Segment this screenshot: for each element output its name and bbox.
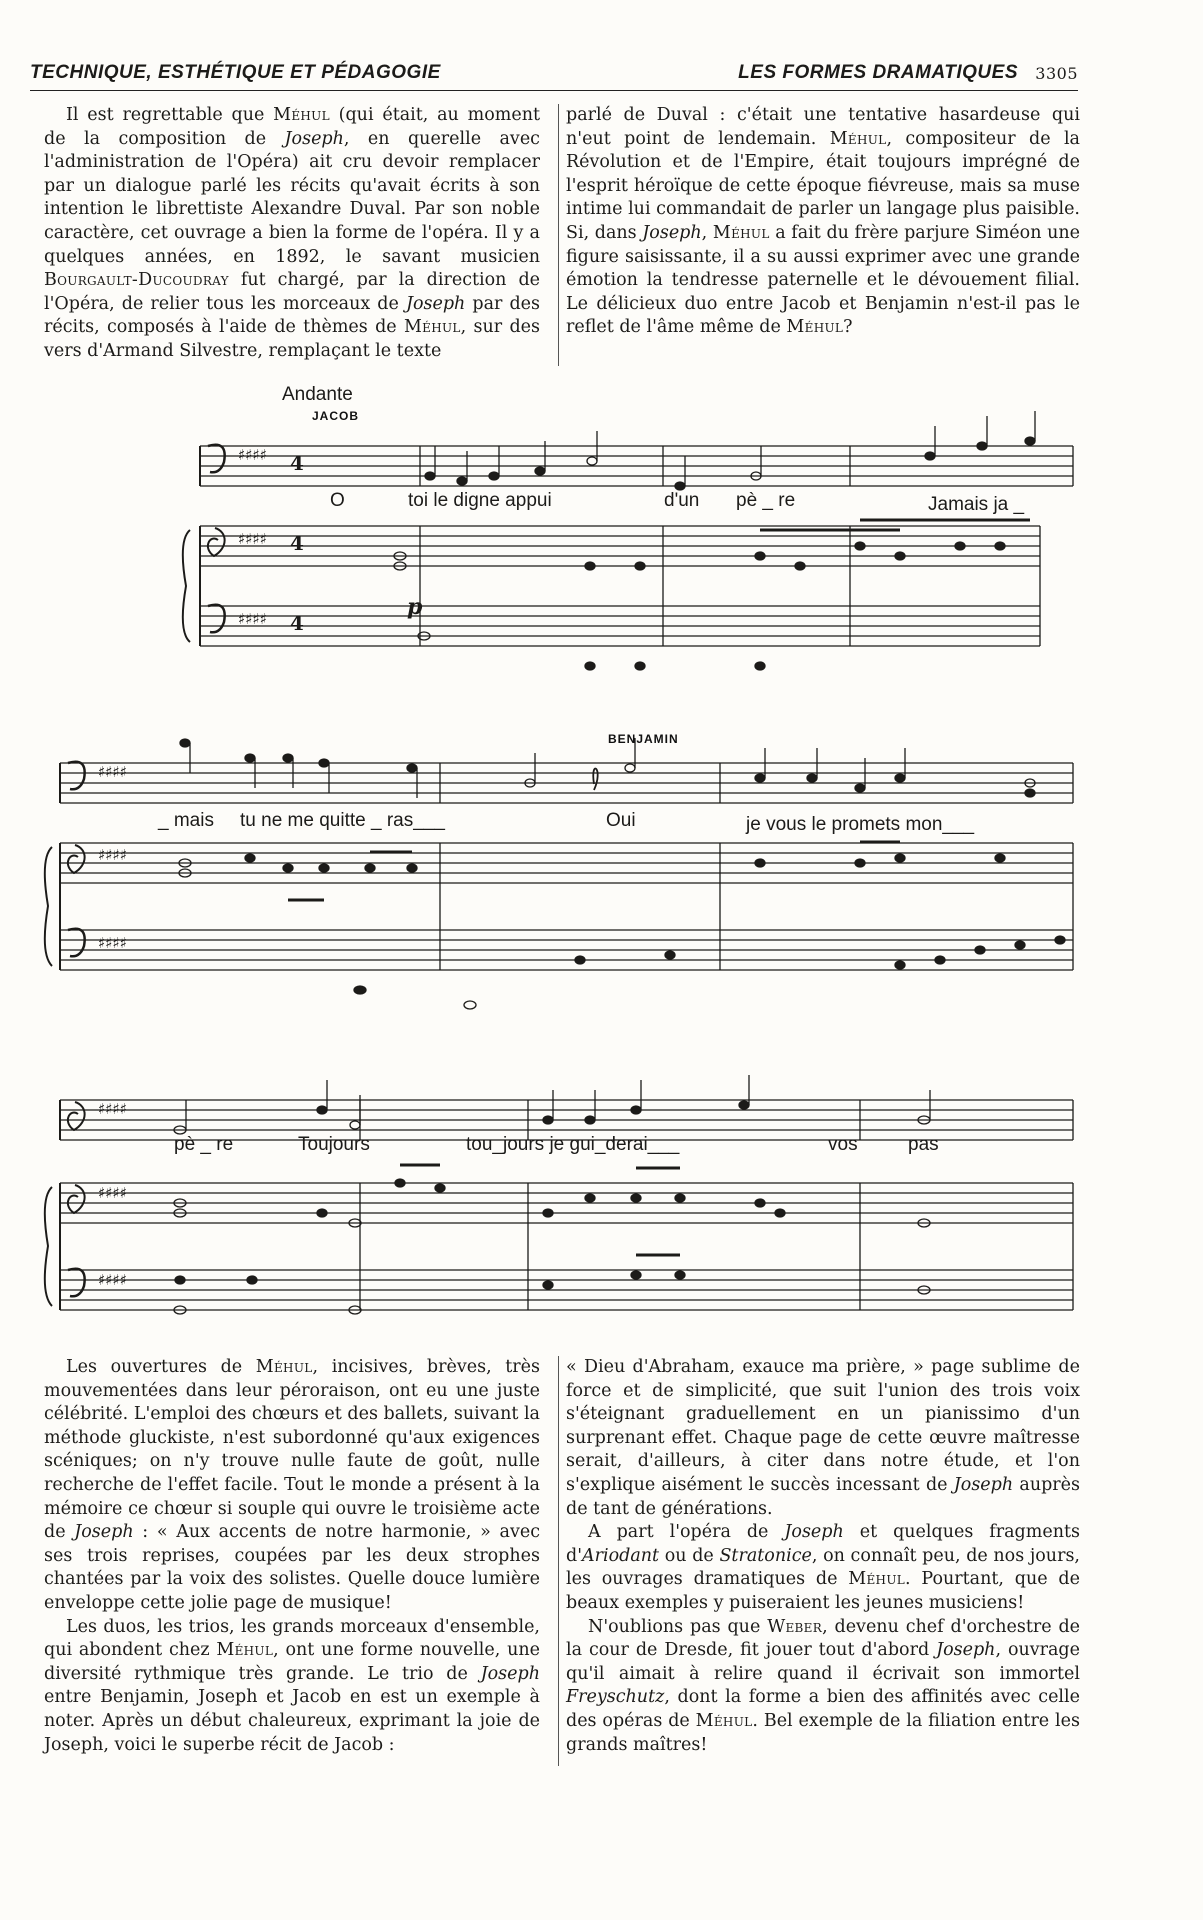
lyric: pas (908, 1134, 939, 1155)
svg-text:4: 4 (290, 531, 304, 555)
dynamic-marking: p (407, 594, 423, 620)
paragraph: N'oublions pas que Weber, devenu chef d'orchestre de la cour de Dresde, fit jouer tout d'abord Joseph, ouvrage qu'il aimait à relire quand il écrivait son immortel Freyschutz, dont la forme a bien des affinités avec celle des opéras de Méhul. Bel exemple de la filiation entre les grands maîtres! (566, 1616, 1081, 1755)
system-2 (45, 762, 1073, 970)
system-2-lyrics (157, 810, 975, 835)
lyric: toi le digne appui (408, 490, 552, 511)
svg-text:♯♯♯♯: ♯♯♯♯ (238, 610, 268, 628)
system-3-lyrics (174, 1134, 939, 1155)
role-benjamin: BENJAMIN (608, 732, 679, 746)
svg-text:♯♯♯♯: ♯♯♯♯ (98, 763, 128, 781)
svg-text:4: 4 (290, 611, 304, 635)
header-left-title: TECHNIQUE, ESTHÉTIQUE ET PÉDAGOGIE (30, 62, 441, 83)
header-right-title: LES FORMES DRAMATIQUES (738, 62, 1018, 83)
lyric: pè _ re (736, 490, 796, 511)
time-signatures (290, 451, 304, 635)
paragraph: « Dieu d'Abraham, exauce ma prière, » page sublime de force et de simplicité, que suit l'union des trois voix s'éteignant graduellement en un pianissimo d'un surprenant effet. Chaque page de cette œuvre maîtresse serait, d'ailleurs, à citer dans notre étude, et l'on s'explique aisément le succès incessant de Joseph auprès de tant de générations. (566, 1357, 1080, 1519)
system-1 (183, 445, 1073, 646)
paragraph: A part l'opéra de Joseph et quelques fragments d'Ariodant ou de Stratonice, on connaît peu, de nos jours, les ouvrages dramatiques de Méhul. Pourtant, que de beaux exemples y puiseraient les jeunes musiciens! (566, 1522, 1080, 1613)
lyric: tu ne me quitte _ ras___ (240, 810, 445, 831)
role-jacob: JACOB (312, 409, 360, 423)
lyric: pè _ re (174, 1134, 234, 1155)
system-1-lyrics (330, 490, 1025, 515)
system-3-notes (174, 1075, 930, 1314)
svg-text:♯♯♯♯: ♯♯♯♯ (98, 934, 128, 952)
paragraph: Les ouvertures de Méhul, incisives, brèves, très mouvementées dans leur péroraison, ont eu une juste célébrité. L'emploi des chœurs et des ballets, suivant la méthode gluckiste, n'est subordonné qu'aux exigences scéniques; on n'y trouve nulle faute de goût, nulle recherche de l'effet facile. Tout le monde a présent à la mémoire ce chœur si souple qui ouvre le troisième acte de Joseph : « Aux accents de notre harmonie, » avec ses trois reprises, coupées par les deux strophes chantées par la voix des solistes. Quelle douce lumière enveloppe cette jolie page de musique! (44, 1357, 540, 1613)
lyric: O (330, 490, 345, 511)
key-signatures (98, 446, 267, 1289)
paragraph: Il est regrettable que Méhul (qui était, au moment de la composition de Joseph, en querelle avec l'administration de l'Opéra) ait cru devoir remplacer par un dialogue parlé les récits qu'avait écrits à son intention le librettiste Alexandre Duval. Par son noble caractère, cet ouvrage a bien la forme de l'opéra. Il y a quelques années, en 1892, le savant musicien Bourgault-Ducoudray fut chargé, par la direction de l'Opéra, de relier tous les morceaux de Joseph par des récits, composés à l'aide de thèmes de Méhul, sur des vers d'Armand Silvestre, remplaçant le texte (44, 105, 540, 361)
system-1-notes (394, 411, 1035, 670)
svg-text:♯♯♯♯: ♯♯♯♯ (98, 846, 128, 864)
lyric: Oui (606, 810, 636, 831)
svg-text:4: 4 (290, 451, 304, 475)
tempo-marking: Andante (282, 384, 353, 405)
svg-text:♯♯♯♯: ♯♯♯♯ (98, 1100, 128, 1118)
svg-text:♯♯♯♯: ♯♯♯♯ (98, 1271, 128, 1289)
lyric: tou_jours je gui_derai___ (466, 1134, 680, 1155)
column-divider (558, 1356, 559, 1766)
paragraph: parlé de Duval : c'était une tentative hasardeuse qui n'eut point de lendemain. Méhul, compositeur de la Révolution et de l'Empire, était toujours imprégné de l'esprit héroïque de cette époque fiévreuse, mais sa muse intime lui commandait de parler un langage plus paisible. Si, dans Joseph, Méhul a fait du frère parjure Siméon une figure saisissante, il a su aussi exprimer avec une grande émotion la tendresse paternelle et le dévouement filial. Le délicieux duo entre Jacob et Benjamin n'est-il pas le reflet de l'âme même de Méhul? (566, 105, 1080, 338)
lyric: vos (828, 1134, 858, 1155)
lyric: d'un (664, 490, 700, 511)
svg-text:♯♯♯♯: ♯♯♯♯ (238, 530, 268, 548)
bottom-left-column (44, 1356, 540, 1757)
paragraph: Les duos, les trios, les grands morceaux d'ensemble, qui abondent chez Méhul, ont une forme nouvelle, une diversité rythmique très grande. Le trio de Joseph entre Benjamin, Joseph et Jacob en est un exemple à noter. Après un début chaleureux, exprimant la joie de Joseph, voici le superbe récit de Jacob : (44, 1616, 540, 1755)
lyric: _ mais (158, 810, 214, 831)
lyric: Toujours (298, 1134, 370, 1155)
system-3 (45, 1100, 1073, 1310)
lyric: Jamais ja _ (928, 494, 1025, 515)
bottom-right-column (566, 1356, 1080, 1757)
svg-text:♯♯♯♯: ♯♯♯♯ (238, 446, 268, 464)
svg-text:♯♯♯♯: ♯♯♯♯ (98, 1184, 128, 1202)
lyric: je vous le promets mon___ (746, 814, 975, 835)
page-number: 3305 (1035, 64, 1078, 83)
